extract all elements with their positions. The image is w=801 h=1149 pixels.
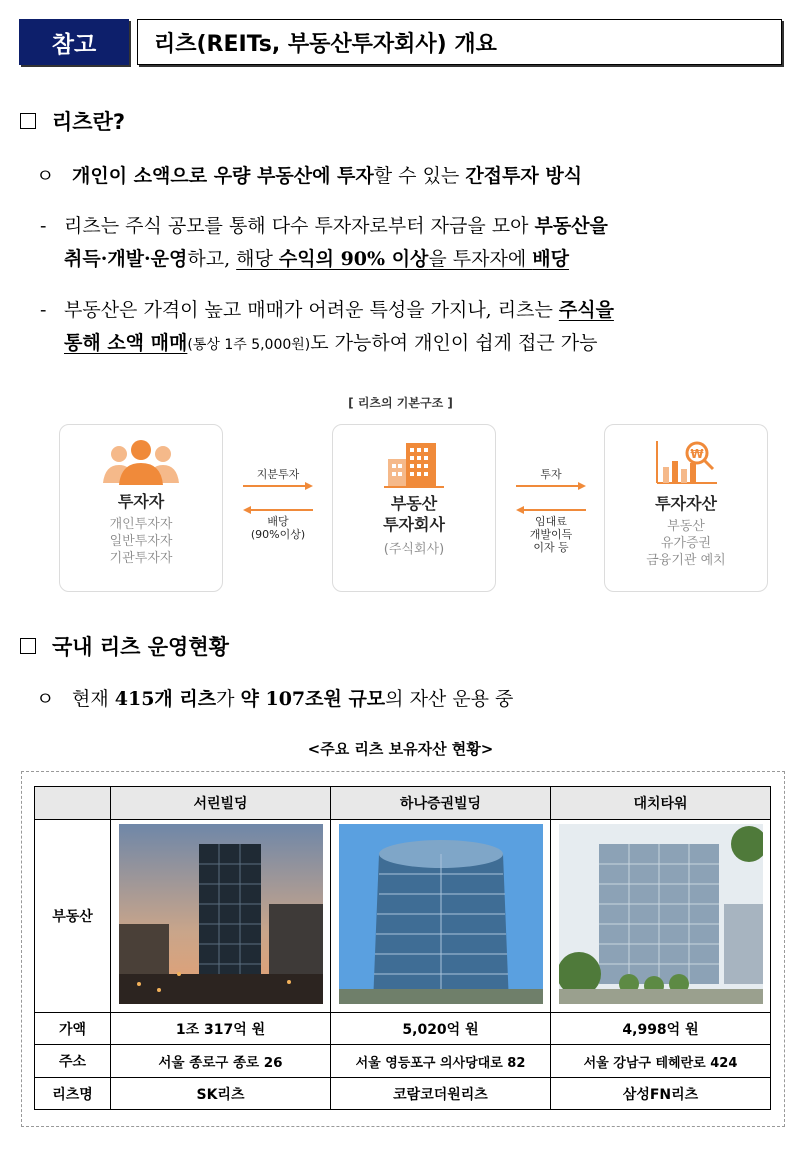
arrow-right-icon bbox=[516, 481, 586, 491]
table-cell-address: 서울 종로구 종로 26 bbox=[111, 1045, 331, 1078]
bar-chart-coin-icon bbox=[651, 437, 721, 487]
section-heading-text: 리츠란? bbox=[52, 110, 126, 134]
point-text-3: 간접투자 방식 bbox=[465, 165, 583, 187]
building-icon bbox=[384, 437, 444, 489]
table-caption: <주요 리츠 보유자산 현황> bbox=[307, 740, 494, 758]
arrow2-top-label: 투자 bbox=[540, 468, 562, 481]
building-photo-daechi bbox=[559, 824, 763, 1004]
row-label-address: 주소 bbox=[35, 1045, 111, 1078]
section-heading-text: 국내 리츠 운영현황 bbox=[52, 635, 229, 659]
section-heading-status bbox=[20, 631, 229, 661]
arrow2-bottom-label-2: 개발이득 bbox=[529, 528, 573, 541]
sub1-text-f: 수익의 90% 이상 bbox=[278, 248, 429, 270]
table-header-cell: 대치타워 bbox=[551, 787, 771, 820]
assets-card bbox=[604, 424, 768, 592]
investor-line-3: 기관투자자 bbox=[109, 551, 173, 566]
reit-company-card bbox=[332, 424, 496, 592]
table-cell-address: 서울 영등포구 의사당대로 82 bbox=[331, 1045, 551, 1078]
investor-title: 투자자 bbox=[117, 492, 165, 511]
table-cell-address: 서울 강남구 테헤란로 424 bbox=[551, 1045, 771, 1078]
dash-bullet: - bbox=[40, 215, 47, 237]
table-header-empty bbox=[35, 787, 111, 820]
assets-line-1: 부동산 bbox=[667, 519, 705, 534]
table-cell-name: 코람코더원리츠 bbox=[331, 1078, 551, 1110]
status-text-c: 가 bbox=[216, 688, 241, 710]
table-cell-price: 1조 317억 원 bbox=[111, 1013, 331, 1045]
table-row-property bbox=[35, 820, 771, 1013]
bullet-circle: ㅇ bbox=[36, 165, 55, 187]
people-icon bbox=[91, 437, 191, 487]
reits-assets-table bbox=[34, 786, 771, 1110]
row-label-price: 가액 bbox=[35, 1013, 111, 1045]
diagram-caption: [ 리츠의 기본구조 ] bbox=[348, 396, 453, 410]
company-title-2: 투자회사 bbox=[383, 515, 445, 534]
arrow-right-icon bbox=[243, 481, 313, 491]
checkbox-square-icon bbox=[20, 638, 36, 654]
table-row-price bbox=[35, 1013, 771, 1045]
status-text-d: 약 107조원 규모 bbox=[240, 688, 386, 710]
sub-point-2 bbox=[40, 294, 790, 362]
building-photo-seorin bbox=[119, 824, 323, 1004]
arrow1-bottom-label-2: (90%이상) bbox=[250, 528, 306, 541]
sub1-text-h: 배당 bbox=[532, 248, 569, 270]
bullet-circle: ㅇ bbox=[36, 688, 55, 710]
arrow-group-1 bbox=[236, 468, 320, 541]
row-label-property: 부동산 bbox=[35, 820, 111, 1013]
building-photo-hana bbox=[339, 824, 543, 1004]
company-title-1: 부동산 bbox=[390, 494, 438, 513]
sub1-text-d: 하고, bbox=[187, 248, 237, 270]
table-header-cell: 서린빌딩 bbox=[111, 787, 331, 820]
row-label-name: 리츠명 bbox=[35, 1078, 111, 1110]
investor-line-1: 개인투자자 bbox=[109, 517, 173, 532]
assets-line-2: 유가증권 bbox=[660, 536, 712, 551]
table-cell-photo bbox=[331, 820, 551, 1013]
section-heading-reits bbox=[20, 106, 125, 136]
company-sub: (주식회사) bbox=[383, 542, 445, 557]
arrow2-bottom-label-1: 임대료 bbox=[535, 515, 567, 528]
investor-card bbox=[59, 424, 223, 592]
table-row-name bbox=[35, 1078, 771, 1110]
status-text-e: 의 자산 운용 중 bbox=[385, 688, 514, 710]
status-text-b: 415개 리츠 bbox=[114, 688, 217, 710]
sub1-text-b: 부동산을 bbox=[534, 215, 608, 237]
sub1-text-a: 리츠는 주식 공모를 통해 다수 투자자로부터 자금을 모아 bbox=[64, 215, 535, 237]
assets-line-3: 금융기관 예치 bbox=[646, 553, 726, 568]
table-cell-price: 4,998억 원 bbox=[551, 1013, 771, 1045]
status-point bbox=[36, 683, 786, 716]
table-cell-name: SK리츠 bbox=[111, 1078, 331, 1110]
point-text-1: 개인이 소액으로 우량 부동산에 투자 bbox=[72, 165, 374, 187]
table-header-cell: 하나증권빌딩 bbox=[331, 787, 551, 820]
investor-line-2: 일반투자자 bbox=[109, 534, 173, 549]
page-title: 리츠(REITs, 부동산투자회사) 개요 bbox=[137, 19, 782, 65]
arrow-group-2 bbox=[509, 468, 593, 554]
assets-title: 투자자산 bbox=[655, 494, 717, 513]
sub-point-1 bbox=[40, 210, 790, 276]
table-cell-name: 삼성FN리츠 bbox=[551, 1078, 771, 1110]
reference-tag: 참고 bbox=[19, 19, 129, 65]
arrow1-top-label: 지분투자 bbox=[256, 468, 300, 481]
sub1-text-g: 을 투자자에 bbox=[428, 248, 533, 270]
status-text-a: 현재 bbox=[72, 688, 115, 710]
sub1-text-e: 해당 bbox=[236, 248, 279, 270]
sub2-text-b: 주식을 bbox=[558, 299, 614, 321]
arrow-left-icon bbox=[243, 505, 313, 515]
dash-bullet: - bbox=[40, 299, 47, 321]
svg-text:₩: ₩ bbox=[690, 447, 704, 461]
sub2-text-c: 통해 소액 매매 bbox=[64, 332, 188, 354]
main-point bbox=[36, 160, 786, 193]
table-row-address bbox=[35, 1045, 771, 1078]
checkbox-square-icon bbox=[20, 113, 36, 129]
sub2-text-a: 부동산은 가격이 높고 매매가 어려운 특성을 가지나, 리츠는 bbox=[64, 299, 559, 321]
sub2-text-e: 도 가능하여 개인이 쉽게 접근 가능 bbox=[310, 332, 598, 354]
sub1-text-c: 취득·개발·운영 bbox=[64, 248, 188, 270]
table-cell-photo bbox=[551, 820, 771, 1013]
table-cell-price: 5,020억 원 bbox=[331, 1013, 551, 1045]
point-text-2: 할 수 있는 bbox=[373, 165, 466, 187]
table-cell-photo bbox=[111, 820, 331, 1013]
arrow2-bottom-label-3: 이자 등 bbox=[533, 541, 569, 554]
sub2-text-d: (통상 1주 5,000원) bbox=[187, 337, 311, 353]
arrow-left-icon bbox=[516, 505, 586, 515]
arrow1-bottom-label-1: 배당 bbox=[267, 515, 289, 528]
table-header-row bbox=[35, 787, 771, 820]
